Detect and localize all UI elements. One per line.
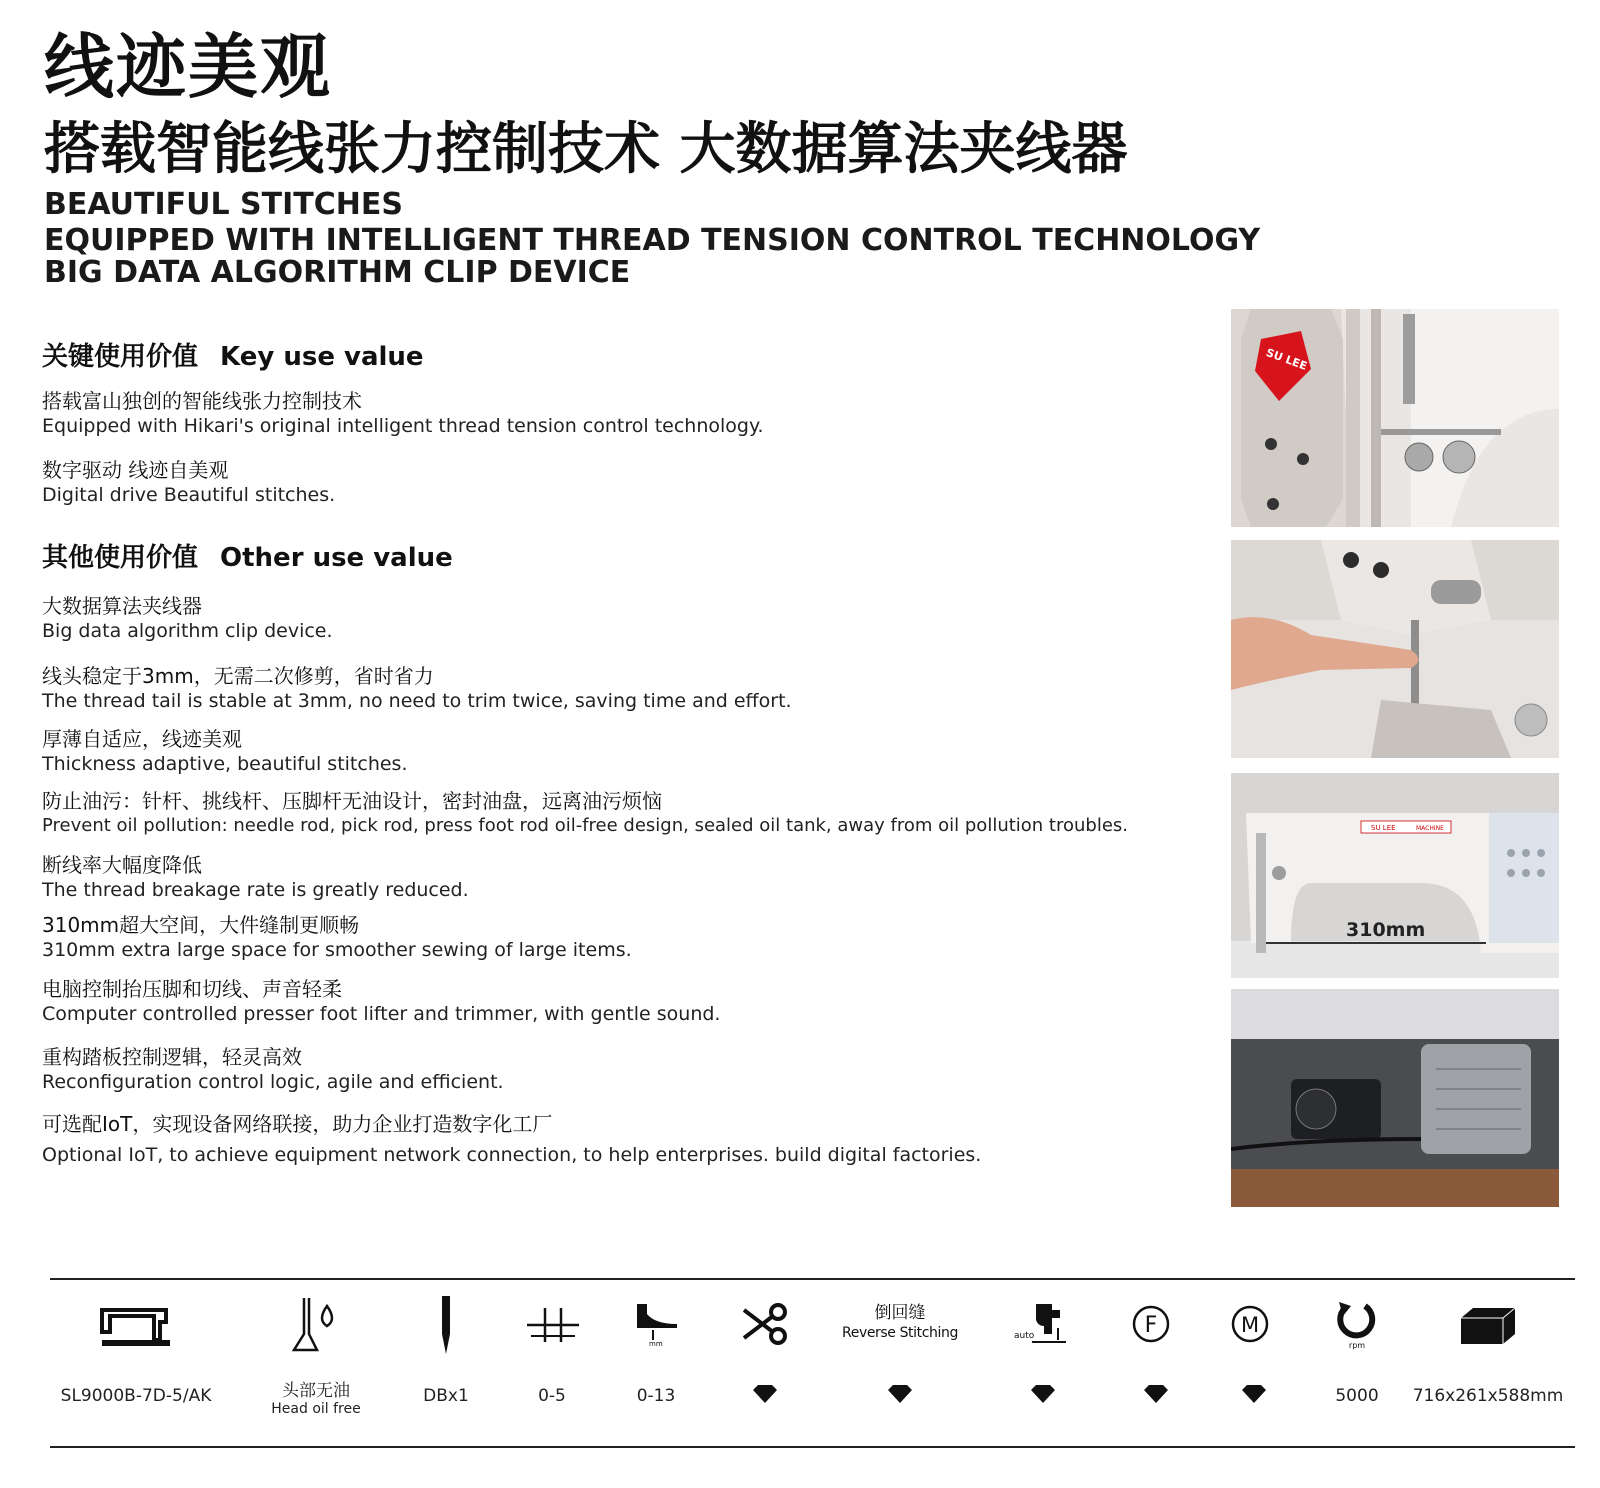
other-item xyxy=(42,726,408,776)
m-letter: M xyxy=(1240,1313,1260,1337)
dimensions-box-icon xyxy=(1459,1306,1517,1346)
other-item-cn: 防止油污：针杆、挑线杆、压脚杆无油设计，密封油盘，远离油污烦恼 xyxy=(42,789,662,813)
other-item-cn: 线头稳定于3mm，无需二次修剪，省时省力 xyxy=(42,664,434,688)
diamond-icon xyxy=(1030,1384,1056,1404)
spec-oil-free-en: Head oil free xyxy=(271,1401,361,1417)
other-item xyxy=(42,1044,504,1094)
photo-machine-arm xyxy=(1231,773,1559,978)
spec-lift-height: 0-13 xyxy=(636,1386,676,1406)
spec-bottom-rule xyxy=(50,1446,1575,1448)
stitch-length-icon xyxy=(525,1306,581,1344)
diamond-icon xyxy=(1241,1384,1267,1404)
photo-machine-head xyxy=(1231,309,1559,527)
needle-icon xyxy=(438,1294,454,1356)
plate-text-2: MACHINE xyxy=(1416,825,1444,832)
oil-free-icon xyxy=(291,1294,341,1354)
reverse-stitching-icon xyxy=(840,1302,960,1342)
other-item xyxy=(42,852,469,902)
spec-stitch-length: 0-5 xyxy=(538,1386,566,1406)
other-item xyxy=(42,593,333,643)
key-section-title-en: Key use value xyxy=(220,342,424,372)
other-section-title-cn: 其他使用价值 xyxy=(42,543,199,573)
f-letter: F xyxy=(1144,1313,1158,1338)
key-section-title xyxy=(42,340,424,374)
other-item-en: The thread breakage rate is greatly reduced. xyxy=(42,879,469,901)
spec-speed: 5000 xyxy=(1335,1386,1379,1406)
key-item-en: Equipped with Hikari's original intelligent thread tension control technology. xyxy=(42,415,764,437)
other-item-en: 310mm extra large space for smoother sewing of large items. xyxy=(42,939,632,961)
photo-motor xyxy=(1231,989,1559,1207)
other-section-title xyxy=(42,541,453,575)
other-item-en: Optional IoT, to achieve equipment network connection, to help enterprises. build digital factories. xyxy=(42,1144,982,1166)
presser-foot-lift-icon xyxy=(633,1300,683,1346)
other-item xyxy=(42,1111,981,1167)
clip-device-illustration xyxy=(1231,540,1559,758)
scissors-icon xyxy=(740,1302,788,1346)
other-item-cn: 可选配IoT，实现设备网络联接，助力企业打造数字化工厂 xyxy=(42,1112,553,1136)
rpm-label: rpm xyxy=(1348,1341,1366,1350)
diamond-icon xyxy=(1143,1384,1169,1404)
spec-top-rule xyxy=(50,1278,1575,1280)
other-section-title-en: Other use value xyxy=(220,543,453,573)
motor-illustration xyxy=(1231,989,1559,1207)
key-item-cn: 搭载富山独创的智能线张力控制技术 xyxy=(42,389,362,413)
dimension-label: 310mm xyxy=(1346,919,1426,941)
sewing-machine-icon xyxy=(100,1302,172,1348)
diamond-icon xyxy=(752,1384,778,1404)
other-item-cn: 重构踏板控制逻辑，轻灵高效 xyxy=(42,1045,302,1069)
title-cn: 线迹美观 xyxy=(44,26,332,108)
plate-text: SU LEE xyxy=(1371,824,1396,832)
other-item-cn: 电脑控制抬压脚和切线、声音轻柔 xyxy=(42,977,342,1001)
title-en-line-1: BEAUTIFUL STITCHES xyxy=(44,187,403,222)
reverse-label-en: Reverse Stitching xyxy=(842,1325,958,1341)
title-en-line-2: EQUIPPED WITH INTELLIGENT THREAD TENSION CONTROL TECHNOLOGY xyxy=(44,223,1261,258)
reverse-label-cn: 倒回缝 xyxy=(874,1303,926,1323)
other-item-en: Computer controlled presser foot lifter and trimmer, with gentle sound. xyxy=(42,1003,721,1025)
photo-finger-clip xyxy=(1231,540,1559,758)
auto-label: auto xyxy=(1014,1331,1035,1341)
other-item-en: Prevent oil pollution: needle rod, pick rod, press foot rod oil-free design, sealed oil tank, away from oil pollution troubles. xyxy=(42,815,1129,836)
other-item-cn: 厚薄自适应，线迹美观 xyxy=(42,727,242,751)
other-item-en: Reconfiguration control logic, agile and efficient. xyxy=(42,1071,504,1093)
m-circle-icon xyxy=(1230,1304,1270,1344)
spec-oil-free xyxy=(271,1376,360,1417)
spec-needle: DBx1 xyxy=(423,1386,469,1406)
other-item xyxy=(42,663,792,713)
mm-label: mm xyxy=(649,1340,663,1346)
subtitle-cn: 搭载智能线张力控制技术 大数据算法夹线器 xyxy=(44,117,1128,182)
key-section-title-cn: 关键使用价值 xyxy=(42,342,199,372)
other-item-cn: 310mm超大空间，大件缝制更顺畅 xyxy=(42,913,360,937)
other-item xyxy=(42,976,720,1026)
key-item-cn: 数字驱动 线迹自美观 xyxy=(42,458,229,482)
diamond-icon xyxy=(887,1384,913,1404)
spec-size: 716x261x588mm xyxy=(1412,1386,1564,1406)
key-item xyxy=(42,388,764,438)
other-item-en: Big data algorithm clip device. xyxy=(42,620,333,642)
key-item xyxy=(42,457,335,507)
speed-rpm-icon xyxy=(1335,1300,1379,1350)
other-item-cn: 大数据算法夹线器 xyxy=(42,594,202,618)
key-item-en: Digital drive Beautiful stitches. xyxy=(42,484,336,506)
spec-oil-free-cn: 头部无油 xyxy=(282,1381,350,1401)
other-item-en: The thread tail is stable at 3mm, no need to trim twice, saving time and effort. xyxy=(42,690,792,712)
title-en-line-3: BIG DATA ALGORITHM CLIP DEVICE xyxy=(44,255,631,290)
f-circle-icon xyxy=(1131,1304,1171,1344)
other-item-cn: 断线率大幅度降低 xyxy=(42,853,202,877)
auto-presser-foot-icon xyxy=(1012,1300,1068,1346)
machine-head-illustration xyxy=(1231,309,1559,527)
logo-text: SU LEE xyxy=(1264,346,1309,373)
spec-model: SL9000B-7D-5/AK xyxy=(60,1386,212,1406)
other-item xyxy=(42,912,632,962)
machine-arm-illustration xyxy=(1231,773,1559,978)
other-item-en: Thickness adaptive, beautiful stitches. xyxy=(42,753,408,775)
other-item xyxy=(42,788,1128,838)
